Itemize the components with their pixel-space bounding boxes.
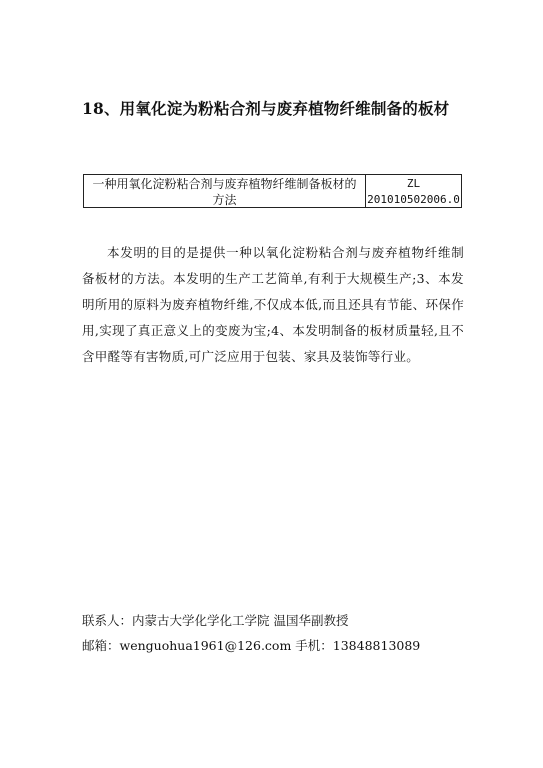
- contact-person: 联系人：内蒙古大学化学化工学院 温国华副教授: [82, 613, 349, 628]
- patent-number-prefix: ZL: [406, 177, 421, 190]
- patent-table: [83, 174, 462, 208]
- description-paragraph: 本发明的目的是提供一种以氧化淀粉粘合剂与废弃植物纤维制备板材的方法。本发明的生产工艺简单,有利于大规模生产;3、本发明所用的原料为废弃植物纤维,不仅成本低,而且还具有节能、环保作用,实现了真正意义上的变废为宝;4、本发明制备的板材质量轻,且不含甲醛等有害物质,可广泛应用于包装、家具及装饰等行业。: [82, 245, 464, 364]
- patent-number: 201010502006.0: [367, 193, 460, 206]
- contact-block: [82, 608, 420, 658]
- patent-number-cell: [366, 175, 461, 207]
- contact-email-phone: 邮箱：wenguohua1961@126.com 手机：13848813089: [82, 638, 421, 653]
- patent-name-cell: 一种用氧化淀粉粘合剂与废弃植物纤维制备板材的方法: [84, 175, 366, 207]
- document-title: 18、用氧化淀为粉粘合剂与废弃植物纤维制备的板材: [82, 99, 450, 118]
